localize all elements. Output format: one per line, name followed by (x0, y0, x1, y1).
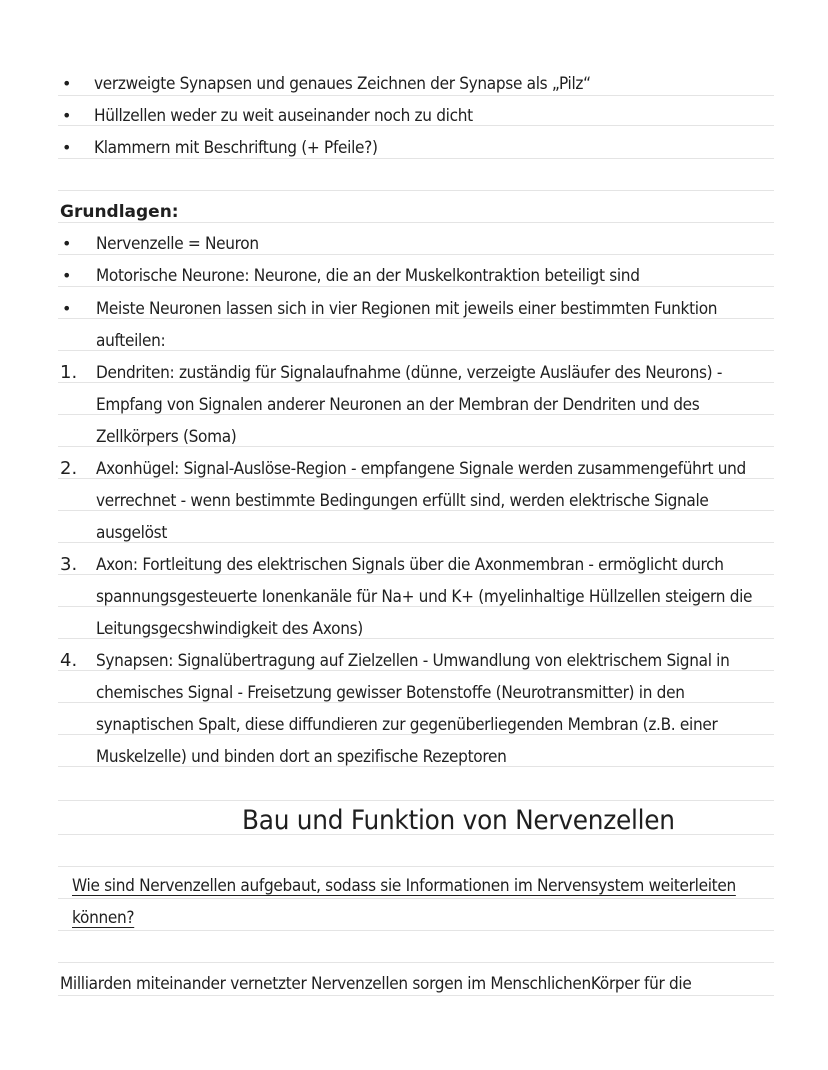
question-text: Wie sind Nervenzellen aufgebaut, sodass sie Informationen im Nervensystem weiterleiten (72, 876, 736, 895)
ruled-line (58, 898, 774, 899)
paragraph-text: Milliarden miteinander vernetzter Nervenzellen sorgen im MenschlichenKörper für die (60, 974, 692, 993)
region-text: Synapsen: Signalübertragung auf Zielzellen - Umwandlung von elektrischem Signal in (96, 651, 730, 670)
region-text: Zellkörpers (Soma) (96, 427, 237, 446)
region-text: ausgelöst (96, 523, 168, 542)
grundlagen-bullet-text: Motorische Neurone: Neurone, die an der Muskelkontraktion beteiligt sind (96, 266, 640, 285)
grundlagen-bullet-text: Meiste Neuronen lassen sich in vier Regionen mit jeweils einer bestimmten Funktion (96, 299, 718, 318)
region-text: chemisches Signal - Freisetzung gewisser Botenstoffe (Neurotransmitter) in den (96, 683, 685, 702)
region-text: Empfang von Signalen anderer Neuronen an der Membran der Dendriten und des (96, 395, 700, 414)
ruled-line (58, 800, 774, 801)
grundlagen-bullet-text: Nervenzelle = Neuron (96, 234, 259, 253)
ruled-line (58, 962, 774, 963)
region-text: Muskelzelle) und binden dort an spezifische Rezeptoren (96, 747, 507, 766)
bullet-icon: • (62, 234, 72, 253)
list-number: 1. (60, 362, 78, 383)
list-number: 4. (60, 650, 78, 671)
region-text: Axonhügel: Signal-Auslöse-Region - empfangene Signale werden zusammengeführt und (96, 459, 746, 478)
bullet-icon: • (62, 138, 72, 157)
bullet-icon: • (62, 299, 72, 318)
ruled-line (58, 350, 774, 351)
list-number: 2. (60, 458, 78, 479)
region-text: Axon: Fortleitung des elektrischen Signals über die Axonmembran - ermöglicht durch (96, 555, 724, 574)
bullet-icon: • (62, 266, 72, 285)
region-text: Leitungsgecshwindigkeit des Axons) (96, 619, 363, 638)
region-text: synaptischen Spalt, diese diffundieren zur gegenüberliegenden Membran (z.B. einer (96, 715, 718, 734)
grundlagen-bullet-text: aufteilen: (96, 331, 166, 350)
bullet-icon: • (62, 106, 72, 125)
list-number: 3. (60, 554, 78, 575)
region-text: spannungsgesteuerte Ionenkanäle für Na+ und K+ (myelinhaltige Hüllzellen steigern die (96, 587, 753, 606)
grundlagen-heading: Grundlagen: (60, 202, 179, 222)
region-text: Dendriten: zuständig für Signalaufnahme (dünne, verzeigte Ausläufer des Neurons) - (96, 363, 723, 382)
ruled-line (58, 866, 774, 867)
ruled-line (58, 190, 774, 191)
ruled-line (58, 95, 774, 96)
bullet-icon: • (62, 74, 72, 93)
ruled-line (58, 995, 774, 996)
section-title: Bau und Funktion von Nervenzellen (242, 805, 675, 836)
intro-bullet-text: verzweigte Synapsen und genaues Zeichnen der Synapse als „Pilz“ (94, 74, 591, 93)
question-text: können? (72, 908, 135, 927)
intro-bullet-text: Klammern mit Beschriftung (+ Pfeile?) (94, 138, 378, 157)
ruled-line (58, 930, 774, 931)
intro-bullet-text: Hüllzellen weder zu weit auseinander noch zu dicht (94, 106, 473, 125)
region-text: verrechnet - wenn bestimmte Bedingungen erfüllt sind, werden elektrische Signale (96, 491, 709, 510)
